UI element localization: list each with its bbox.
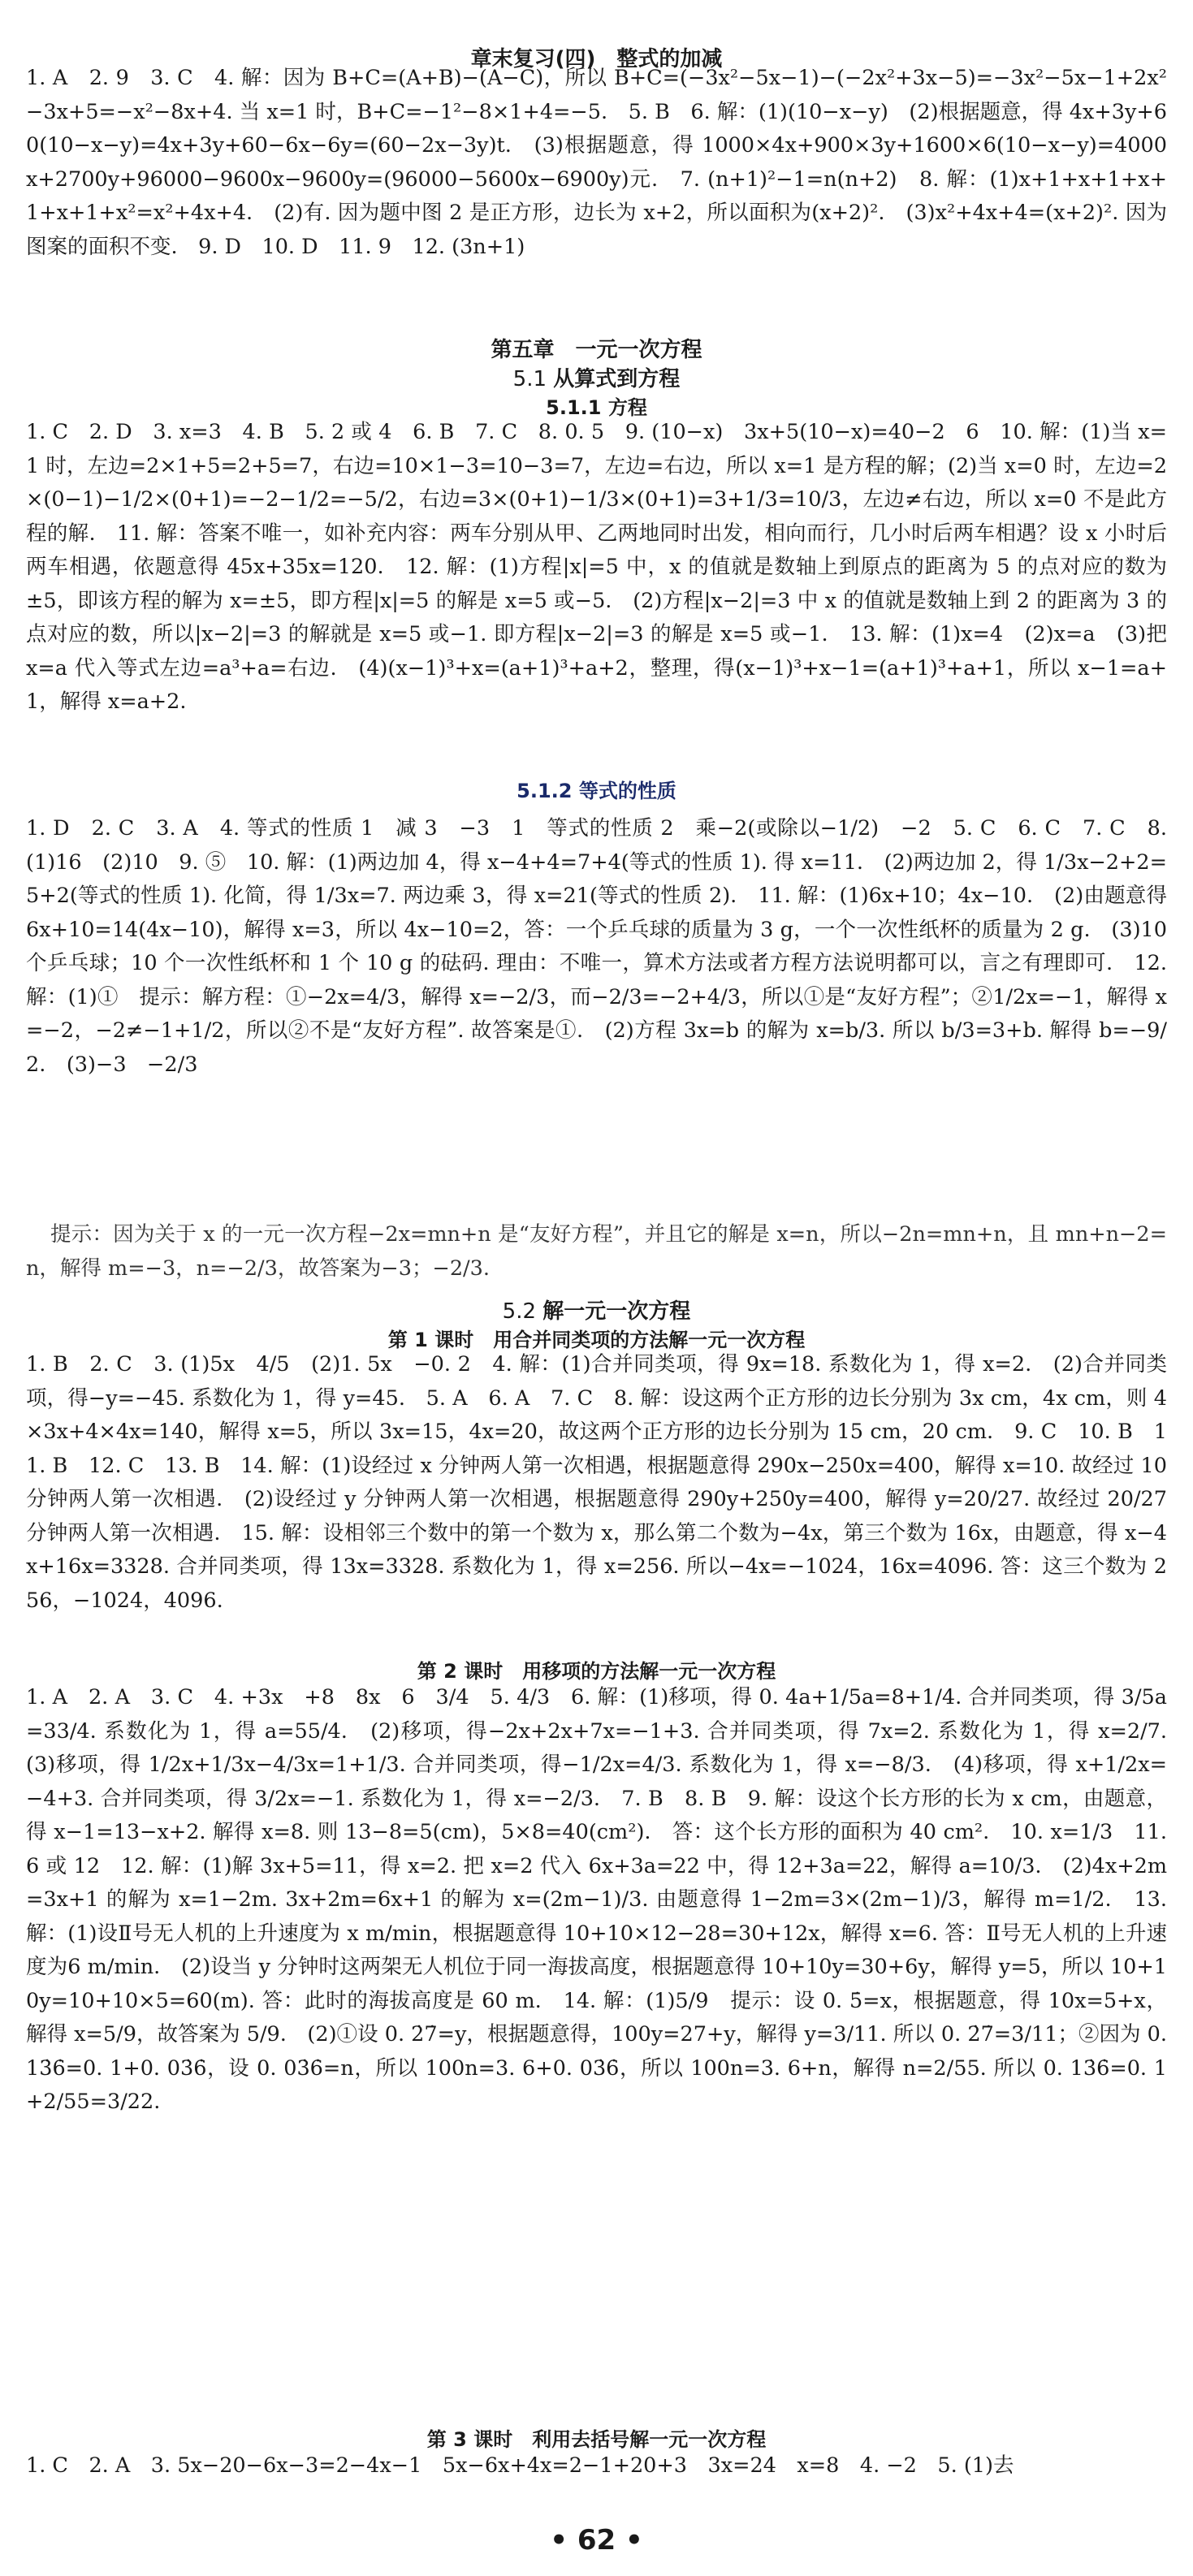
section-number: 5.1 [512, 367, 547, 391]
section-number: 5.2 [502, 1299, 537, 1324]
heading-lesson-3: 第 3 课时 利用去括号解一元一次方程 [426, 2428, 767, 2451]
answers-lesson-3: 1. C 2. A 3. 5x−20−6x−3=2−4x−1 5x−6x+4x=2−1+20+3 3x=24 x=8 4. −2 5. (1)去 [26, 2453, 1014, 2478]
section-title: 从算式到方程 [553, 367, 681, 391]
heading-section-5-1 [0, 362, 1193, 392]
answers-5-1-1: 1. C 2. D 3. x=3 4. B 5. 2 或 4 6. B 7. C 8. 0. 5 9. (10−x) 3x+5(10−x)=40−2 6 10. 解：(1)当 x=1 时，左边=2×1+5=2+5=7，右边=10×1−3=10−3=7，左边=右边，所以 x=1 是方程的解；(2)当 x=0 时，左边=2×(0−1)−1/2×(0+1)=−2−1/2=−5/2，右边=3×(0+1)−1/3×(0+1)=3+1/3=10/3，左边≠右边，所以 x=0 不是此方程的解. 11. 解：答案不唯一，如补充内容：两车分别从甲、乙两地同时出发，相向而行，几小时后两车相遇？设 x 小时后两车相遇，依题意得 45x+35x=120. 12. 解：(1)方程|x|=5 中，x 的值就是数轴上到原点的距离为 5 的点对应的数为±5，即该方程的解为 x=±5，即方程|x|=5 的解是 x=5 或−5. (2)方程|x−2|=3 中 x 的值就是数轴上到 2 的距离为 3 的点对应的数，所以|x−2|=3 的解就是 x=5 或−1. 即方程|x−2|=3 的解是 x=5 或−1. 13. 解：(1)x=4 (2)x=a (3)把 x=a 代入等式左边=a³+a=右边. (4)(x−1)³+x=(a+1)³+a+2，整理，得(x−1)³+x−1=(a+1)³+a+1，所以 x−1=a+1，解得 x=a+2. [26, 420, 1167, 714]
subsection-title: 等式的性质 [578, 780, 676, 802]
page-number: • 62 • [550, 2524, 643, 2557]
heading-section-5-1-2 [0, 775, 1193, 803]
section-title: 解一元一次方程 [542, 1299, 691, 1324]
hint-5-1-2: 提示：因为关于 x 的一元一次方程−2x=mn+n 是“友好方程”，并且它的解是 x=n，所以−2n=mn+n，且 mn+n−2=n，解得 m=−3，n=−2/3，故答案为−3；−2/3. [26, 1222, 1167, 1281]
answers-lesson-1: 1. B 2. C 3. (1)5x 4/5 (2)1. 5x −0. 2 4. 解：(1)合并同类项，得 9x=18. 系数化为 1，得 x=2. (2)合并同类项，得−y=−45. 系数化为 1，得 y=45. 5. A 6. A 7. C 8. 解：设这两个正方形的边长分别为 3x cm，4x cm，则 4×3x+4×4x=140，解得 x=5，所以 3x=15，4x=20，故这两个正方形的边长分别为 15 cm，20 cm. 9. C 10. B 11. B 12. C 13. B 14. 解：(1)设经过 x 分钟两人第一次相遇，根据题意得 290x−250x=400，解得 x=10. 故经过 10 分钟两人第一次相遇. (2)设经过 y 分钟两人第一次相遇，根据题意得 290y+250y=400，解得 y=20/27. 故经过 20/27 分钟两人第一次相遇. 15. 解：设相邻三个数中的第一个数为 x，那么第二个数为−4x，第三个数为 16x，由题意，得 x−4x+16x=3328. 合并同类项，得 13x=3328. 系数化为 1，得 x=256. 所以−4x=−1024，16x=4096. 答：这三个数为 256，−1024，4096. [26, 1352, 1167, 1613]
heading-section-5-2 [0, 1294, 1193, 1325]
heading-chapter-review-4: 章末复习(四) 整式的加减 [470, 47, 723, 71]
heading-lesson-1: 第 1 课时 用合并同类项的方法解一元一次方程 [387, 1329, 806, 1351]
answers-chapter-review-4: 1. A 2. 9 3. C 4. 解：因为 B+C=(A+B)−(A−C)，所以 B+C=(−3x²−5x−1)−(−2x²+3x−5)=−3x²−5x−1+2x²−3x+5=−x²−8x+4. 当 x=1 时，B+C=−1²−8×1+4=−5. 5. B 6. 解：(1)(10−x−y) (2)根据题意，得 4x+3y+60(10−x−y)=4x+3y+60−6x−6y=(60−2x−3y)t. (3)根据题意，得 1000×4x+900×3y+1600×6(10−x−y)=4000x+2700y+96000−9600x−9600y=(96000−5600x−6900y)元. 7. (n+1)²−1=n(n+2) 8. 解：(1)x+1+x+1+x+1+x+1+x²=x²+4x+4. (2)有. 因为题中图 2 是正方形，边长为 x+2，所以面积为(x+2)². (3)x²+4x+4=(x+2)². 因为图案的面积不变. 9. D 10. D 11. 9 12. (3n+1) [26, 66, 1167, 259]
answers-5-1-2: 1. D 2. C 3. A 4. 等式的性质 1 减 3 −3 1 等式的性质 2 乘−2(或除以−1/2) −2 5. C 6. C 7. C 8. (1)16 (2)10 9. ⑤ 10. 解：(1)两边加 4，得 x−4+4=7+4(等式的性质 1). 得 x=11. (2)两边加 2，得 1/3x−2+2=5+2(等式的性质 1). 化简，得 1/3x=7. 两边乘 3，得 x=21(等式的性质 2). 11. 解：(1)6x+10；4x−10. (2)由题意得 6x+10=14(4x−10)，解得 x=3，所以 4x−10=2，答：一个乒乓球的质量为 3 g，一个一次性纸杯的质量为 2 g. (3)10 个乒乓球；10 个一次性纸杯和 1 个 10 g 的砝码. 理由：不唯一，算术方法或者方程方法说明都可以，言之有理即可. 12. 解：(1)① 提示：解方程：①−2x=4/3，解得 x=−2/3，而−2/3=−2+4/3，所以①是“友好方程”；②1/2x=−1，解得 x=−2，−2≠−1+1/2，所以②不是“友好方程”. 故答案是①. (2)方程 3x=b 的解为 x=b/3. 所以 b/3=3+b. 解得 b=−9/2. (3)−3 −2/3 [26, 816, 1167, 1077]
subsection-title: 方程 [607, 396, 647, 419]
subsection-number: 5.1.1 [546, 396, 602, 419]
heading-lesson-2: 第 2 课时 用移项的方法解一元一次方程 [417, 1660, 776, 1683]
answers-lesson-2: 1. A 2. A 3. C 4. +3x +8 8x 6 3/4 5. 4/3 6. 解：(1)移项，得 0. 4a+1/5a=8+1/4. 合并同类项，得 3/5a=33/4. 系数化为 1，得 a=55/4. (2)移项，得−2x+2x+7x=−1+3. 合并同类项，得 7x=2. 系数化为 1，得 x=2/7. (3)移项，得 1/2x+1/3x−4/3x=1+1/3. 合并同类项，得−1/2x=4/3. 系数化为 1，得 x=−8/3. (4)移项，得 x+1/2x=−4+3. 合并同类项，得 3/2x=−1. 系数化为 1，得 x=−2/3. 7. B 8. B 9. 解：设这个长方形的长为 x cm，由题意，得 x−1=13−x+2. 解得 x=8. 则 13−8=5(cm)，5×8=40(cm²). 答：这个长方形的面积为 40 cm². 10. x=1/3 11. 6 或 12 12. 解：(1)解 3x+5=11，得 x=2. 把 x=2 代入 6x+3a=22 中，得 12+3a=22，解得 a=10/3. (2)4x+2m=3x+1 的解为 x=1−2m. 3x+2m=6x+1 的解为 x=(2m−1)/3. 由题意得 1−2m=3×(2m−1)/3，解得 m=1/2. 13. 解：(1)设Ⅱ号无人机的上升速度为 x m/min，根据题意得 10+10×12−28=30+12x，解得 x=6. 答：Ⅱ号无人机的上升速度为6 m/min. (2)设当 y 分钟时这两架无人机位于同一海拔高度，根据题意得 10+10y=30+6y，解得 y=5，所以 10+10y=10+10×5=60(m). 答：此时的海拔高度是 60 m. 14. 解：(1)5/9 提示：设 0. 5̇=x，根据题意，得 10x=5+x，解得 x=5/9，故答案为 5/9. (2)①设 0. 2̇7̇=y，根据题意得，100y=27+y，解得 y=3/11. 所以 0. 2̇7̇=3/11；②因为 0. 13̇6̇=0. 1+0. 03̇6̇，设 0. 03̇6̇=n，所以 100n=3. 6+0. 03̇6̇，所以 100n=3. 6+n，解得 n=2/55. 所以 0. 13̇6̇=0. 1+2/55=3/22. [26, 1685, 1188, 2114]
heading-chapter-5: 第五章 一元一次方程 [491, 338, 702, 362]
subsection-number: 5.1.2 [517, 780, 573, 802]
